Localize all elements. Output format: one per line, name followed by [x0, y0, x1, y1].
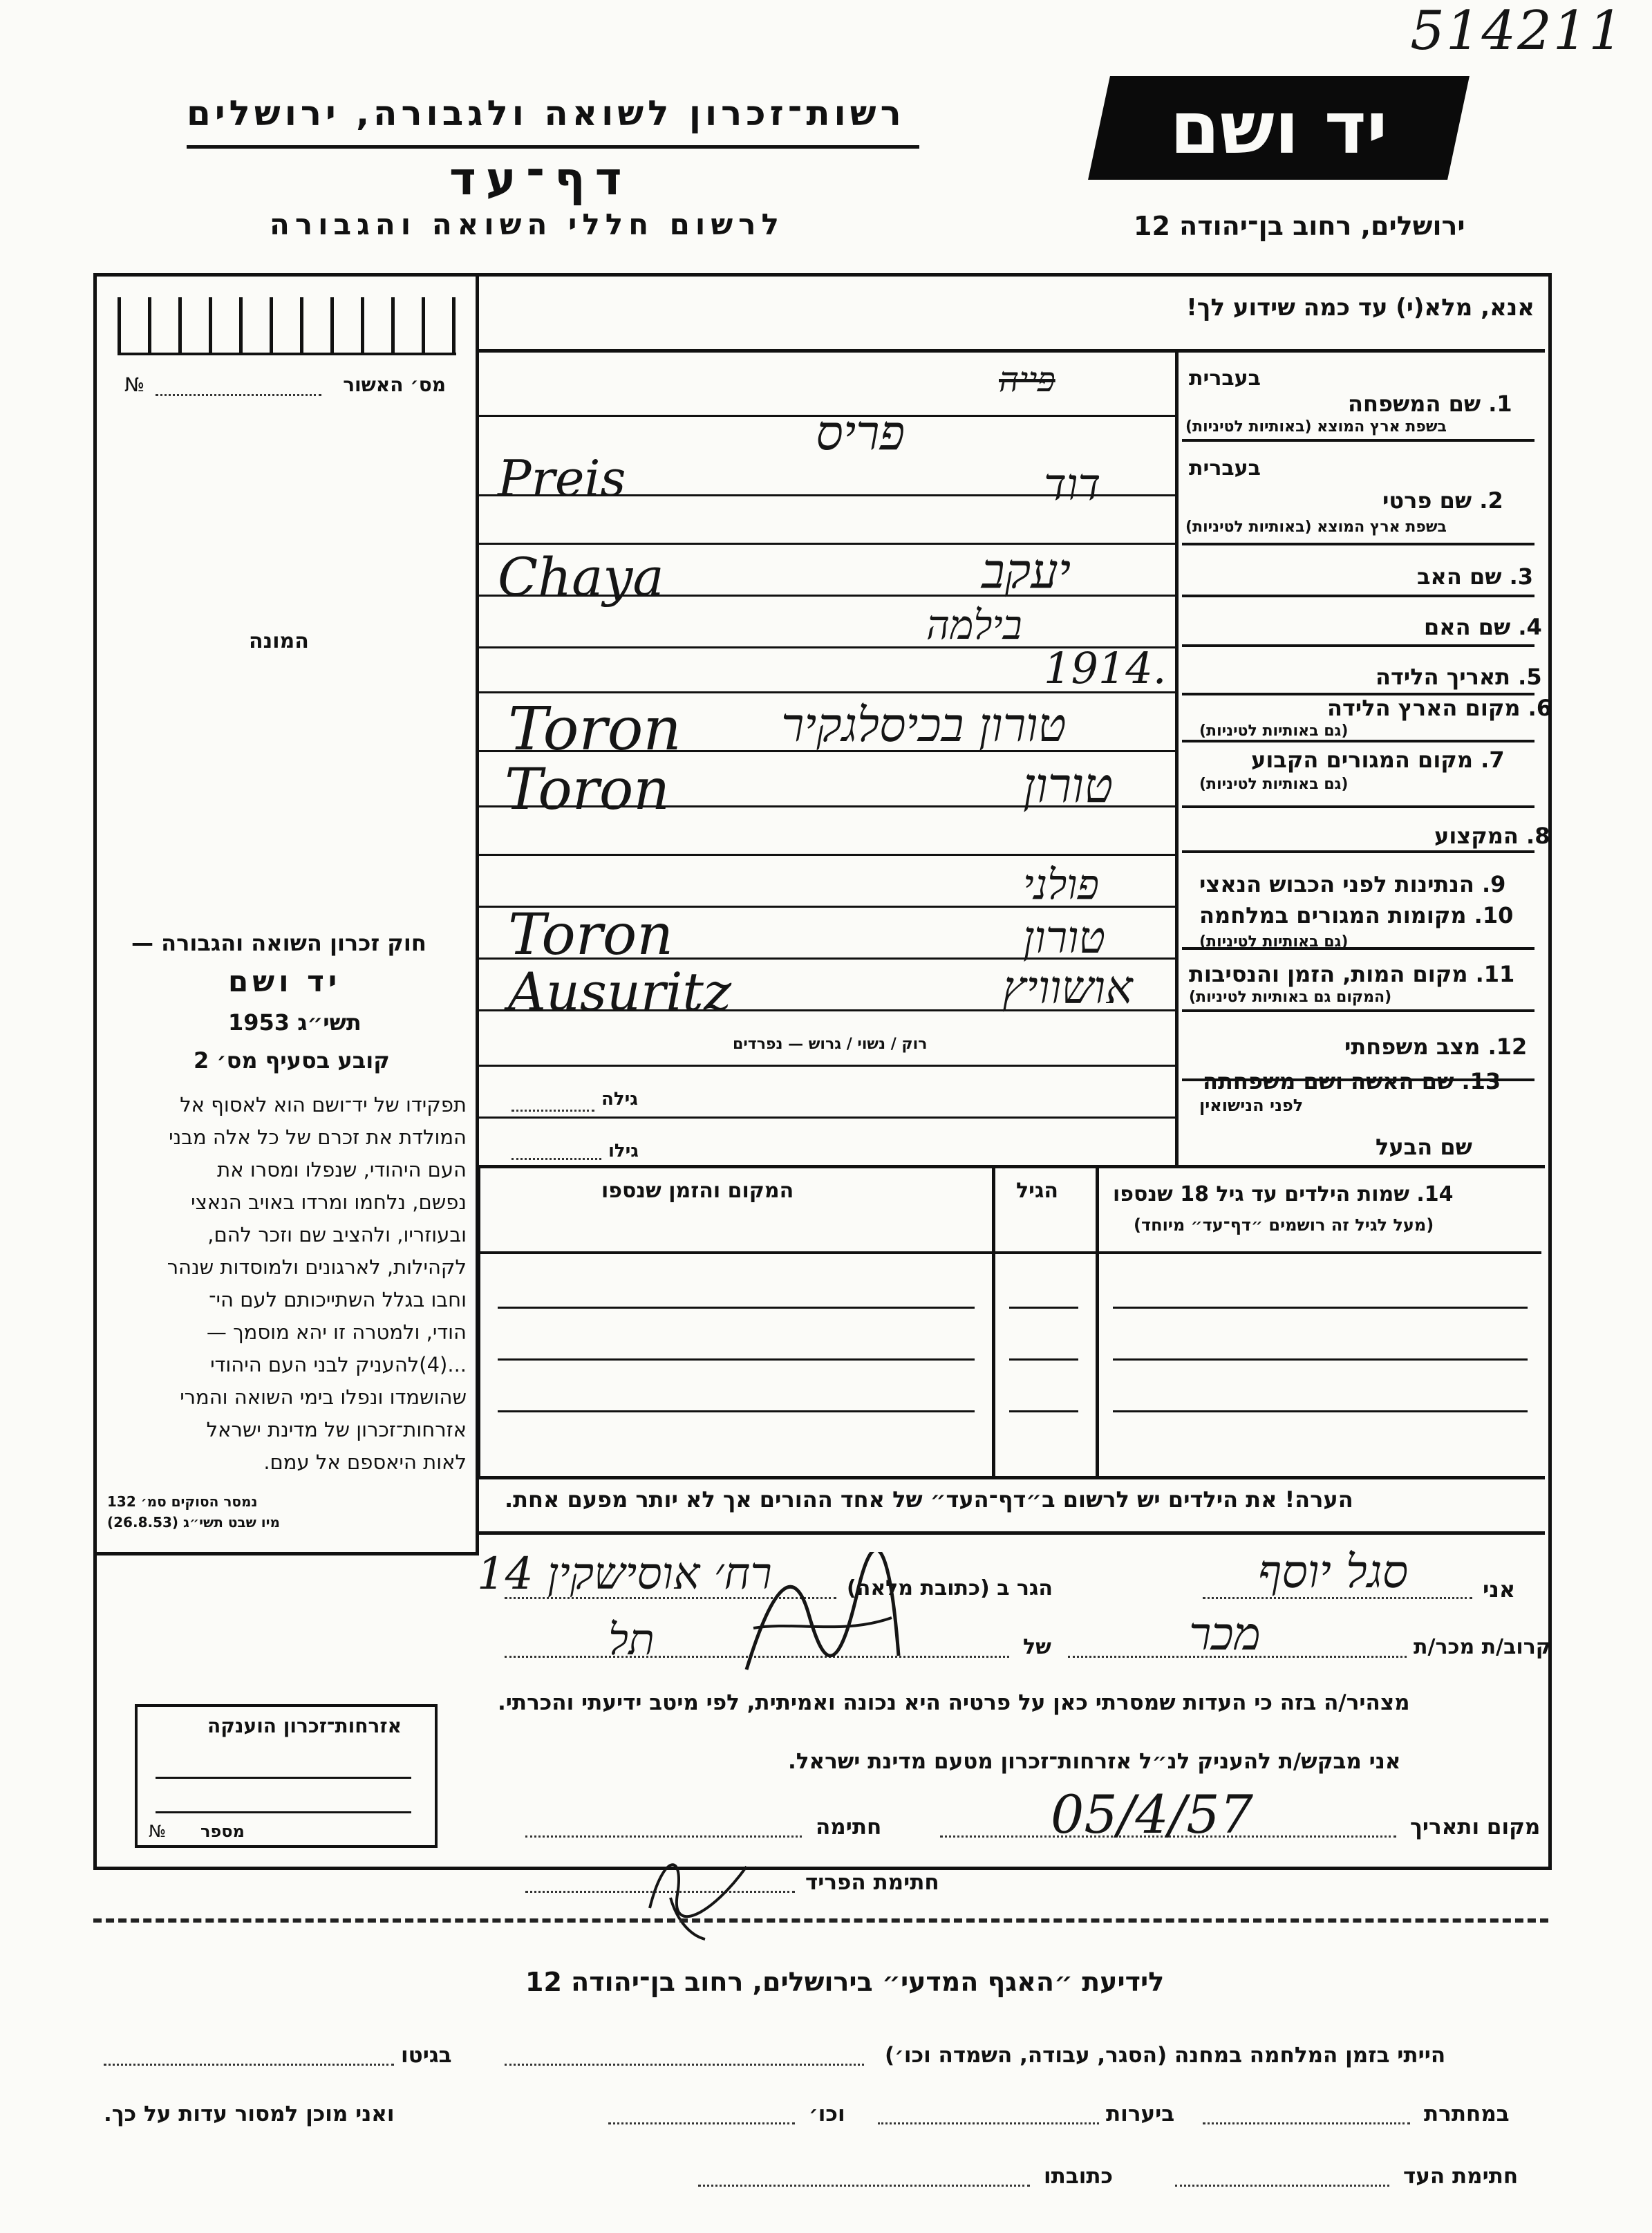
- law-footnote-1: נמסר הסוקים סמ׳ 132: [107, 1493, 258, 1510]
- law-line: אזרחות־זכרון של מדינת ישראל: [206, 1418, 467, 1441]
- field-6-num: 6.: [1528, 695, 1552, 721]
- field-5-hebrew-value: 1914.: [1044, 643, 1167, 693]
- intro-text: אנא, מלא(י) עד כמה שידוע לך!: [1186, 294, 1534, 321]
- field-11-latin-value: Ausuritz: [508, 961, 731, 1022]
- decl-of-value: תל: [608, 1614, 655, 1665]
- field-6-sub: (גם באותיות לטיניות): [1199, 722, 1349, 740]
- bottom-line1-label: הייתי בזמן המלחמה במחנה (הסגר, עבודה, השמדה וכו׳): [885, 2043, 1446, 2068]
- field-2-label: [1382, 487, 1503, 514]
- field-9-label: [1199, 871, 1505, 897]
- law-line: הודי, ולמטרה זו יהא מוסמך —: [206, 1320, 467, 1344]
- recorder-signature: [636, 1839, 774, 1943]
- field-1-hebrew-tag: בעברית: [1189, 366, 1261, 391]
- field-4-num: 4.: [1518, 614, 1542, 640]
- field-4-name: שם האם: [1424, 614, 1511, 640]
- id-ticks: [118, 297, 456, 353]
- field-11-hebrew-value: אושוויץ: [1002, 961, 1133, 1014]
- field-10-latin-value: Toron: [508, 902, 674, 968]
- law-line: וחבו בגלל השתייכותם לעם הי־: [209, 1288, 467, 1311]
- decl-i-value: סגל יוסף: [1258, 1545, 1409, 1598]
- address: ירושלים, רחוב בן־יהודה 12: [1134, 211, 1465, 241]
- field-3-name: שם האב: [1417, 563, 1502, 590]
- field-1-num: 1.: [1488, 391, 1512, 417]
- field-5-name: תאריך הלידה: [1376, 664, 1511, 690]
- children-place-col: המקום והזמן שנספו: [601, 1179, 794, 1203]
- field-4-label: [1424, 614, 1542, 640]
- certificate-title: אזרחות־זכרון הוענקה: [207, 1715, 402, 1737]
- field-2-num: 2.: [1479, 487, 1503, 514]
- field-12-label: [1344, 1034, 1527, 1060]
- field-1-label: [1348, 391, 1512, 417]
- field-8-name: המקצוע: [1434, 823, 1519, 849]
- recorder-label: חתימת הפריד: [805, 1870, 939, 1895]
- form-title: דף־עד: [449, 152, 632, 205]
- field-5-num: 5.: [1518, 664, 1542, 690]
- field-1-sub: בשפת ארץ המוצא (באותיות לטיניות): [1185, 418, 1447, 436]
- decl-relation-label: קרוב/ת מכר/ת: [1414, 1635, 1551, 1659]
- children-note: הערה! את הילדים יש לרשום ב״דף־העד״ של אחד ההורים אך לא יותר מפעם אחת.: [505, 1486, 1353, 1513]
- law-line: שהושמדו ונפלו בימי השואה והמרי: [180, 1385, 467, 1409]
- field-9-name: הנתינות לפני הכבוש הנאצי: [1199, 871, 1474, 897]
- law-logo: יד ושם: [228, 964, 341, 998]
- field-4-hebrew-value: בילמה: [926, 601, 1022, 648]
- decl-address-value: רח׳ אוסישקין 14: [477, 1549, 772, 1600]
- field-7-label: [1251, 747, 1505, 773]
- field-7-hebrew-value: טורון: [1023, 757, 1114, 814]
- field-5-label: [1376, 664, 1542, 690]
- field-12-options: רוק / נשוי / גרוש — נפרדים: [733, 1036, 928, 1053]
- request-text: אני מבקש/ת להעניק לנ״ל אזרחות־זכרון מטעם מדינת ישראל.: [788, 1749, 1401, 1774]
- field-10-num: 10.: [1474, 902, 1514, 928]
- decl-of-label: של: [1023, 1635, 1051, 1659]
- bottom-title: לידיעת ״האגף המדעי״ בירושלים, רחוב בן־יהודה 12: [525, 1967, 1165, 1997]
- law-line: ובעוזריו, ולהציב שם וזכר להם,: [207, 1223, 467, 1246]
- field-10-sub: (גם באותיות לטיניות): [1199, 933, 1349, 951]
- field-6-name: מקום הארץ הלידה: [1327, 695, 1521, 721]
- cert-number: מספר: [200, 1822, 245, 1841]
- law-section: קובע בסעיף מס׳ 2: [194, 1047, 390, 1074]
- field-12-name: מצב משפחתי: [1344, 1034, 1481, 1060]
- bottom-etc: וכו׳: [809, 2102, 845, 2127]
- law-line: ...(4)להעניק לבני העם היהודי: [210, 1353, 467, 1376]
- field-3-label: [1417, 563, 1533, 590]
- field-6-latin-value: Toron: [508, 695, 682, 764]
- bottom-address: כתובתו: [1044, 2164, 1114, 2189]
- field-7-sub: (גם באותיות לטיניות): [1199, 776, 1349, 793]
- children-sub: (מעל לגיל זה רושמים ״דף־עד״ מיוחד): [1134, 1215, 1434, 1235]
- field-10-hebrew-value: טורון: [1023, 913, 1106, 964]
- field-3-latin-value: Chaya: [498, 546, 664, 608]
- field-3-num: 3.: [1509, 563, 1534, 590]
- field-6-hebrew-value: טורון בכיסלגקיר: [781, 698, 1067, 753]
- field-3-hebrew-value: יעקב: [982, 543, 1071, 599]
- law-line: לקהילות, לארגונים ולמוסדות שנהר: [167, 1255, 467, 1279]
- field-7-latin-value: Toron: [505, 757, 670, 823]
- archive-number: 514211: [1410, 0, 1624, 62]
- photo-label: המונה: [249, 629, 309, 653]
- field-2-sub: בשפת ארץ המוצא (באותיות לטיניות): [1185, 518, 1447, 536]
- field-8-num: 8.: [1526, 823, 1550, 849]
- bottom-witness: חתימת העד: [1403, 2164, 1519, 2189]
- law-title: חוק זכרון השואה והגבורה —: [131, 930, 426, 956]
- field-1-hebrew-value: פריס: [816, 404, 905, 461]
- law-line: נפשם, נלחמו ומרדו באויב הנאצי: [191, 1190, 467, 1214]
- bottom-forest: ביערות: [1106, 2102, 1175, 2127]
- field-6-label: [1327, 695, 1552, 721]
- field-2-hebrew-tag: בעברית: [1189, 456, 1261, 480]
- field-11-label: [1189, 961, 1514, 987]
- approval-no: №: [124, 373, 145, 396]
- org-title: רשות־זכרון לשואה ולגבורה, ירושלים: [187, 93, 905, 133]
- decl-resides-label: הגר ב (כתובת מלאה): [847, 1576, 1053, 1600]
- field-8-label: [1434, 823, 1550, 849]
- field-1-struck-value: פייה: [999, 359, 1055, 400]
- field-2-name: שם פרטי: [1382, 487, 1472, 514]
- decl-i-label: אני: [1483, 1576, 1516, 1603]
- husband-age-label: גילו: [608, 1141, 639, 1161]
- bottom-ghetto: בגיטו: [401, 2043, 452, 2068]
- field-11-num: 11.: [1475, 961, 1515, 987]
- decl-date-value: 05/4/57: [1051, 1784, 1253, 1845]
- field-12-num: 12.: [1487, 1034, 1528, 1060]
- field-2-latin-value: Preis: [498, 449, 626, 507]
- field-13-num: 13.: [1461, 1068, 1501, 1094]
- children-age-col: הגיל: [1016, 1179, 1058, 1203]
- wife-age-label: גילה: [601, 1089, 638, 1110]
- field-13-sub: לפני הנישואין: [1199, 1096, 1304, 1115]
- field-7-num: 7.: [1481, 747, 1505, 773]
- field-13-label: [1203, 1068, 1501, 1094]
- field-10-name: מקומות המגורים במלחמה: [1199, 902, 1467, 928]
- law-line: תפקידו של יד־ושם הוא לאסוף אל: [180, 1093, 467, 1116]
- field-11-sub: (המקום גם באותיות לטיניות): [1189, 989, 1392, 1006]
- approval-label: מס׳ האשור: [343, 373, 446, 396]
- decl-relation-value: מכר: [1189, 1607, 1261, 1661]
- form-subtitle: לרשום חללי השואה והגבורה: [270, 207, 785, 241]
- signature-label: חתימה: [816, 1815, 882, 1840]
- field-9-num: 9.: [1481, 871, 1506, 897]
- cert-no: №: [149, 1822, 166, 1841]
- children-label: 14. שמות הילדים עד גיל 18 שנספו: [1113, 1182, 1454, 1206]
- field-2-hebrew-value: דוד: [1044, 460, 1101, 511]
- law-line: לאות היאספם אל עמם.: [263, 1450, 467, 1474]
- field-1-name: שם המשפחה: [1348, 391, 1481, 417]
- law-year: תשי״ג 1953: [228, 1009, 362, 1036]
- yad-vashem-logo: [1088, 76, 1470, 180]
- field-9-hebrew-value: פולני: [1023, 861, 1100, 909]
- field-13-name: שם האשה ושם משפחתה: [1203, 1068, 1454, 1094]
- witness-signature: [733, 1552, 912, 1690]
- logo-text: יד ושם: [1170, 86, 1388, 170]
- field-7-name: מקום המגורים הקבוע: [1251, 747, 1474, 773]
- law-line: העם היהודי, שנפלו ומסרו את: [217, 1158, 467, 1181]
- place-date-label: מקום ותאריך: [1410, 1815, 1541, 1840]
- declare-text: מצהיר/ה בזה כי העדות שמסרתי כאן על פרטיה היא נכונה ואמיתית, לפי מיטב ידיעתי והכרתי.: [498, 1690, 1410, 1715]
- field-10-label: [1199, 902, 1513, 928]
- bottom-hiding: במחתרת: [1424, 2102, 1510, 2127]
- bottom-line2-end: ואני מוכן למסור עדות על כך.: [104, 2102, 395, 2127]
- law-line: המולדת את זכרם של כל אלה מבני: [169, 1125, 467, 1149]
- field-11-name: מקום המות, הזמן והנסיבות: [1189, 961, 1468, 987]
- husband-label: שם הבעל: [1376, 1134, 1472, 1160]
- law-text: [104, 1089, 467, 1479]
- law-footnote-2: מיו שבט תשי״ג (26.8.53): [107, 1514, 280, 1531]
